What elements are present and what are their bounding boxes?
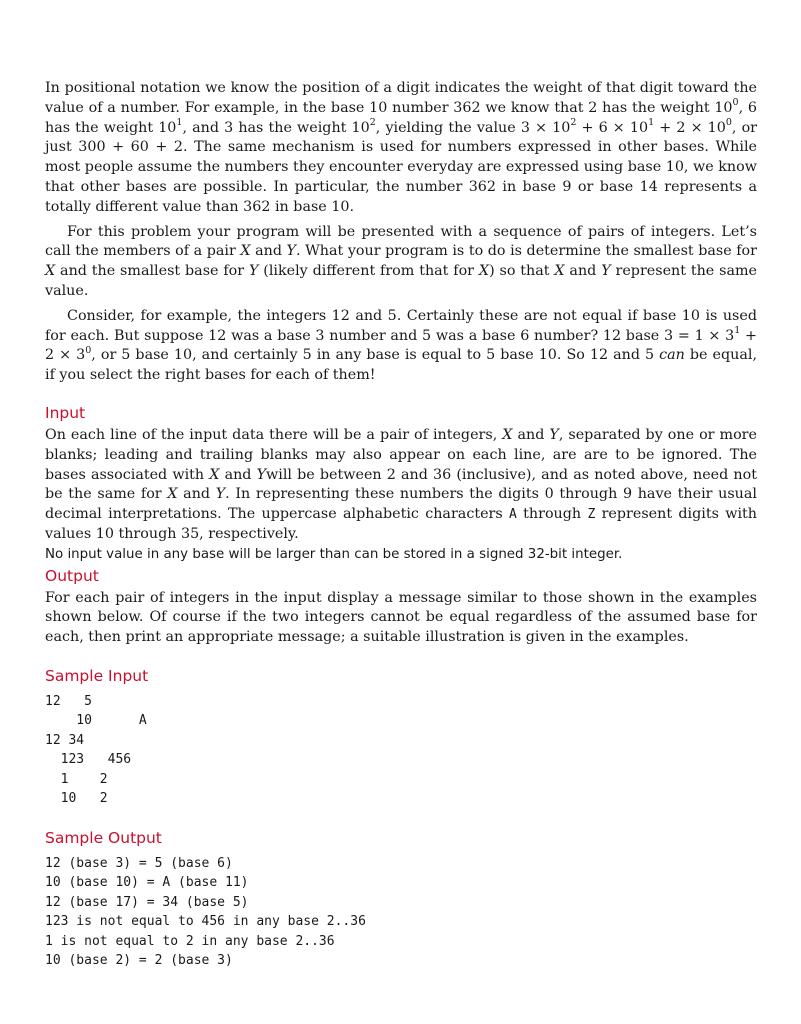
sample-input-heading: Sample Input xyxy=(45,666,149,685)
input-heading: Input xyxy=(45,403,86,422)
input-description: On each line of the input data there will be a pair of integers, X and Y, separated by one or more blanks; leading and trailing blanks may also appear on each line, are are to be ignored. The bases associated with X and Ywill be between 2 and 36 (inclusive), and as noted above, need not be the same for X and Y. In representing these numbers the digits 0 through 9 have their usual decimal interpretations. The uppercase alphabetic characters A through Z represent digits with values 10 through 35, respectively. No input value in any base will be larger than can be stored in a signed 32-bit integer. xyxy=(45,426,757,562)
intro-paragraph-1: In positional notation we know the position of a digit indicates the weight of that digit toward the value of a number. For example, in the base 10 number 362 we know that 2 has the weight $10^0$, 6 has the weight $10^1$, and 3 has the weight $10^2$, yielding the value $3 \times 10^2 + 6 \times 10^1 + 2 \times 10^0$, or just 300 + 60 + 2. The same mechanism is used for numbers expressed in other bases. While most people assume the numbers they encounter everyday are expressed using base 10, we know that other bases are possible. In particular, the number 362 in base 9 or base 14 represents a totally different value than 362 in base 10. xyxy=(45,80,758,215)
intro-paragraph-3: Consider, for example, the integers 12 and 5. Certainly these are not equal if base 10 is used for each. But suppose 12 was a base 3 number and 5 was a base 6 number? 12 base $3 = 1 \times 3^1 + 2 \times 3^0$, or 5 base 10, and certainly 5 in any base is equal to 5 base 10. So 12 and 5 can be equal, if you select the right bases for each of them! xyxy=(45,307,758,384)
intro-paragraph-2: For this problem your program will be presented with a sequence of pairs of integers. Let’s call the members of a pair X and Y. What your program is to do is determine the smallest base for X and the smallest base for Y (likely different from that for X) so that X and Y represent the same value. xyxy=(45,223,757,299)
sample-input-block: 12 5 10 A 12 34 123 456 1 2 10 2 xyxy=(45,693,147,807)
output-description: For each pair of integers in the input display a message similar to those shown in the examples shown below. Of course if the two integers cannot be equal regardless of the assumed base for each, then print an appropriate message; a suitable illustration is given in the examples. xyxy=(45,589,757,646)
sample-output-block: 12 (base 3) = 5 (base 6) 10 (base 10) = A (base 11) 12 (base 17) = 34 (base 5) 123 is not equal to 456 in any base 2..36 1 is not equal to 2 in any base 2..36 10 (base 2) = 2 (base 3) xyxy=(45,855,366,969)
problem-statement xyxy=(45,79,757,971)
output-heading: Output xyxy=(45,566,99,585)
sample-output-heading: Sample Output xyxy=(45,828,162,847)
